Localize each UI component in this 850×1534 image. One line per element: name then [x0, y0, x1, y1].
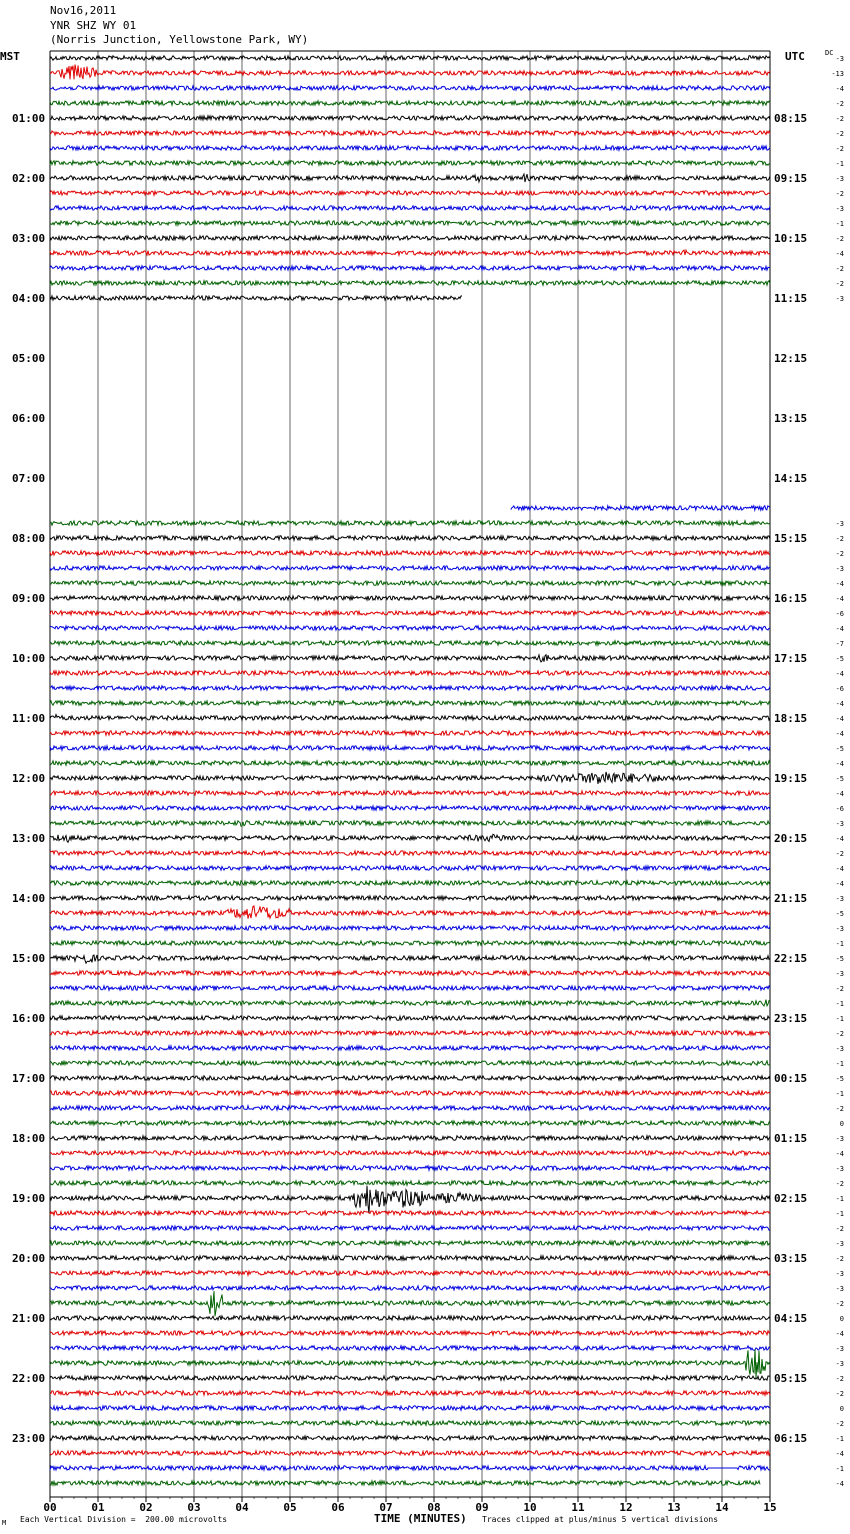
mst-hour-label: 21:00: [12, 1312, 46, 1325]
dc-offset-value: -4: [835, 580, 844, 588]
right-timezone-label: UTC: [785, 50, 805, 63]
dc-offset-value: -1: [835, 160, 844, 168]
trace-line: [50, 1151, 770, 1155]
station-code: YNR SHZ WY 01: [50, 19, 137, 32]
dc-offset-value: -5: [835, 910, 844, 918]
dc-offset-value: -4: [835, 790, 844, 798]
trace-line: [50, 896, 770, 900]
mst-hour-label: 19:00: [12, 1192, 46, 1205]
mst-hour-label: 04:00: [12, 292, 46, 305]
trace-line: [50, 955, 770, 963]
trace-line: [50, 1376, 770, 1380]
trace-line: [50, 731, 770, 735]
trace-line: [50, 86, 770, 90]
utc-hour-label: 23:15: [774, 1012, 808, 1025]
dc-offset-value: -2: [835, 235, 844, 243]
dc-offset-value: -5: [835, 655, 844, 663]
trace-line: [50, 566, 770, 570]
utc-hour-label: 19:15: [774, 772, 808, 785]
mst-hour-label: 14:00: [12, 892, 46, 905]
dc-offset-value: -5: [835, 955, 844, 963]
trace-line: [50, 551, 770, 555]
dc-offset-header: DC: [825, 49, 834, 57]
dc-offset-value: -1: [835, 220, 844, 228]
utc-hour-label: 17:15: [774, 652, 808, 665]
station-location: (Norris Junction, Yellowstone Park, WY): [50, 33, 309, 46]
utc-hour-label: 08:15: [774, 112, 808, 125]
trace-line: [50, 281, 770, 285]
dc-offset-value: -13: [831, 70, 844, 78]
trace-line: [50, 1436, 770, 1440]
trace-line: [511, 506, 770, 510]
dc-offset-value: -1: [835, 1435, 844, 1443]
footer-mark: M: [2, 1519, 7, 1527]
mst-hour-label: 09:00: [12, 592, 46, 605]
mst-hour-label: 11:00: [12, 712, 46, 725]
x-tick-label: 11: [571, 1501, 585, 1514]
trace-line: [50, 266, 770, 270]
x-tick-label: 05: [283, 1501, 297, 1514]
trace-line: [50, 821, 770, 827]
trace-line: [50, 131, 770, 135]
utc-hour-label: 09:15: [774, 172, 808, 185]
x-tick-label: 02: [139, 1501, 153, 1514]
x-tick-label: 06: [331, 1501, 345, 1514]
trace-line: [50, 101, 770, 105]
dc-offset-value: -1: [835, 1000, 844, 1008]
dc-offset-value: -2: [835, 1300, 844, 1308]
trace-line: [50, 1256, 770, 1260]
dc-offset-value: -2: [835, 130, 844, 138]
trace-line: [50, 971, 770, 975]
dc-offset-value: -2: [835, 265, 844, 273]
dc-offset-value: 0: [839, 1120, 844, 1128]
dc-offset-value: -3: [835, 1240, 844, 1248]
utc-hour-label: 10:15: [774, 232, 808, 245]
dc-offset-value: -4: [835, 85, 844, 93]
dc-offset-value: -3: [835, 895, 844, 903]
dc-offset-value: -3: [835, 1045, 844, 1053]
x-tick-label: 12: [619, 1501, 633, 1514]
dc-offset-value: -4: [835, 250, 844, 258]
trace-line: [50, 761, 770, 765]
trace-line: [50, 206, 770, 210]
mst-hour-label: 20:00: [12, 1252, 46, 1265]
dc-offset-value: -4: [835, 835, 844, 843]
mst-hour-label: 16:00: [12, 1012, 46, 1025]
trace-line: [50, 191, 770, 195]
dc-offset-value: -1: [835, 1015, 844, 1023]
dc-offset-value: -2: [835, 550, 844, 558]
trace-line: [50, 791, 770, 795]
trace-line: [50, 65, 770, 80]
mst-hour-label: 03:00: [12, 232, 46, 245]
dc-offset-value: -3: [835, 1285, 844, 1293]
trace-line: [50, 686, 770, 690]
trace-line: [50, 1000, 770, 1006]
utc-hour-label: 20:15: [774, 832, 808, 845]
trace-line: [50, 1226, 770, 1230]
record-date: Nov16,2011: [50, 4, 117, 17]
trace-line: [50, 641, 770, 645]
trace-line: [50, 1481, 760, 1485]
dc-offset-value: -7: [835, 640, 844, 648]
mst-hour-label: 22:00: [12, 1372, 46, 1385]
dc-offset-value: -2: [835, 1180, 844, 1188]
dc-offset-value: -3: [835, 565, 844, 573]
trace-line: [50, 1046, 770, 1050]
utc-hour-label: 05:15: [774, 1372, 808, 1385]
trace-line: [50, 671, 770, 675]
dc-offset-value: -2: [835, 1375, 844, 1383]
mst-hour-label: 05:00: [12, 352, 46, 365]
trace-line: [50, 296, 462, 300]
dc-offset-value: -6: [835, 685, 844, 693]
mst-hour-label: 06:00: [12, 412, 46, 425]
x-tick-label: 10: [523, 1501, 537, 1514]
x-tick-label: 07: [379, 1501, 393, 1514]
dc-offset-value: -2: [835, 100, 844, 108]
mst-hour-label: 17:00: [12, 1072, 46, 1085]
trace-line: [50, 881, 770, 885]
x-tick-label: 15: [763, 1501, 777, 1514]
dc-offset-value: -3: [835, 55, 844, 63]
dc-offset-value: -3: [835, 925, 844, 933]
trace-line: [50, 1421, 770, 1425]
mst-hour-label: 10:00: [12, 652, 46, 665]
dc-offset-value: -4: [835, 1480, 844, 1488]
dc-offset-value: -6: [835, 805, 844, 813]
mst-hour-label: 02:00: [12, 172, 46, 185]
trace-line: [50, 1121, 770, 1125]
dc-offset-value: -2: [835, 145, 844, 153]
dc-offset-value: -4: [835, 625, 844, 633]
dc-offset-value: -4: [835, 760, 844, 768]
dc-offset-value: -5: [835, 775, 844, 783]
x-tick-label: 03: [187, 1501, 201, 1514]
dc-offset-value: -2: [835, 280, 844, 288]
trace-line: [50, 1391, 770, 1395]
dc-offset-value: -3: [835, 1345, 844, 1353]
dc-offset-value: -3: [835, 175, 844, 183]
label-layer: [12, 55, 844, 1514]
dc-offset-value: -1: [835, 1465, 844, 1473]
trace-line: [50, 1291, 770, 1316]
trace-line: [50, 161, 770, 165]
trace-line: [50, 611, 770, 615]
trace-line: [50, 715, 770, 721]
dc-offset-value: -4: [835, 1150, 844, 1158]
trace-line: [50, 1061, 770, 1065]
trace-line: [50, 655, 770, 662]
trace-line: [50, 986, 770, 990]
trace-line: [50, 174, 770, 182]
trace-line: [50, 746, 770, 750]
x-axis-label: TIME (MINUTES): [374, 1512, 467, 1525]
trace-line: [50, 221, 770, 225]
trace-line: [50, 1349, 770, 1377]
clip-note: Traces clipped at plus/minus 5 vertical divisions: [482, 1515, 719, 1524]
dc-offset-value: -2: [835, 850, 844, 858]
trace-line: [50, 626, 770, 630]
trace-line: [50, 926, 770, 930]
dc-offset-value: -2: [835, 115, 844, 123]
trace-line: [50, 1286, 770, 1290]
utc-hour-label: 02:15: [774, 1192, 808, 1205]
dc-offset-value: -1: [835, 1195, 844, 1203]
trace-line: [50, 1241, 770, 1245]
trace-layer: [50, 56, 770, 1485]
dc-offset-value: -2: [835, 1105, 844, 1113]
trace-line: [50, 1451, 770, 1455]
mst-hour-label: 12:00: [12, 772, 46, 785]
dc-offset-value: -4: [835, 865, 844, 873]
x-tick-label: 09: [475, 1501, 489, 1514]
dc-offset-value: -1: [835, 1090, 844, 1098]
trace-line: [50, 1031, 770, 1035]
dc-offset-value: -2: [835, 1225, 844, 1233]
dc-offset-value: -3: [835, 820, 844, 828]
utc-hour-label: 15:15: [774, 532, 808, 545]
trace-line: [50, 1271, 770, 1275]
dc-offset-value: -4: [835, 595, 844, 603]
trace-line: [50, 701, 770, 705]
left-timezone-label: MST: [0, 50, 20, 63]
x-tick-label: 08: [427, 1501, 441, 1514]
mst-hour-label: 07:00: [12, 472, 46, 485]
utc-hour-label: 18:15: [774, 712, 808, 725]
dc-offset-value: -1: [835, 1210, 844, 1218]
trace-line: [50, 56, 770, 60]
trace-line: [50, 521, 770, 525]
x-tick-label: 01: [91, 1501, 105, 1514]
trace-line: [50, 866, 770, 870]
trace-line: [50, 1346, 770, 1350]
dc-offset-value: -3: [835, 205, 844, 213]
trace-line: [50, 1016, 770, 1020]
utc-hour-label: 03:15: [774, 1252, 808, 1265]
utc-hour-label: 16:15: [774, 592, 808, 605]
dc-offset-value: -1: [835, 940, 844, 948]
trace-line: [50, 906, 770, 919]
trace-line: [50, 236, 770, 240]
dc-offset-value: -2: [835, 1030, 844, 1038]
trace-line: [50, 1211, 770, 1215]
dc-offset-value: -4: [835, 700, 844, 708]
trace-line: [50, 116, 770, 120]
trace-line: [50, 1466, 770, 1470]
dc-offset-value: -3: [835, 1135, 844, 1143]
trace-line: [50, 1331, 770, 1335]
dc-offset-value: -5: [835, 1075, 844, 1083]
dc-offset-value: -3: [835, 970, 844, 978]
utc-hour-label: 12:15: [774, 352, 808, 365]
dc-offset-value: -3: [835, 295, 844, 303]
dc-offset-value: -3: [835, 520, 844, 528]
trace-line: [50, 146, 770, 150]
mst-hour-label: 13:00: [12, 832, 46, 845]
dc-offset-value: -4: [835, 670, 844, 678]
dc-offset-value: -2: [835, 535, 844, 543]
utc-hour-label: 01:15: [774, 1132, 808, 1145]
utc-hour-label: 21:15: [774, 892, 808, 905]
trace-line: [50, 581, 770, 585]
trace-line: [50, 834, 770, 842]
dc-offset-value: -2: [835, 1390, 844, 1398]
trace-line: [50, 851, 770, 855]
mst-hour-label: 15:00: [12, 952, 46, 965]
scale-note: Each Vertical Division = 200.00 microvolts: [20, 1515, 228, 1524]
mst-hour-label: 01:00: [12, 112, 46, 125]
utc-hour-label: 04:15: [774, 1312, 808, 1325]
utc-hour-label: 13:15: [774, 412, 808, 425]
utc-hour-label: 00:15: [774, 1072, 808, 1085]
trace-line: [50, 1186, 770, 1214]
dc-offset-value: -1: [835, 1060, 844, 1068]
x-tick-label: 04: [235, 1501, 249, 1514]
trace-line: [50, 1076, 770, 1080]
x-tick-label: 13: [667, 1501, 681, 1514]
dc-offset-value: -4: [835, 730, 844, 738]
dc-offset-value: -4: [835, 1330, 844, 1338]
dc-offset-value: -6: [835, 610, 844, 618]
mst-hour-label: 23:00: [12, 1432, 46, 1445]
dc-offset-value: -5: [835, 745, 844, 753]
trace-line: [50, 1091, 770, 1095]
utc-hour-label: 14:15: [774, 472, 808, 485]
trace-line: [50, 1106, 770, 1110]
dc-offset-value: 0: [839, 1405, 844, 1413]
dc-offset-value: -2: [835, 190, 844, 198]
dc-offset-value: -2: [835, 1255, 844, 1263]
dc-offset-value: -3: [835, 1165, 844, 1173]
trace-line: [50, 1181, 770, 1185]
trace-line: [50, 1166, 770, 1170]
x-tick-label: 14: [715, 1501, 729, 1514]
trace-line: [50, 536, 770, 540]
dc-offset-value: 0: [839, 1315, 844, 1323]
dc-offset-value: -4: [835, 880, 844, 888]
x-tick-label: 00: [43, 1501, 57, 1514]
dc-offset-value: -4: [835, 1450, 844, 1458]
trace-line: [50, 772, 770, 784]
trace-line: [50, 596, 770, 600]
trace-line: [50, 1136, 770, 1140]
dc-offset-value: -3: [835, 1270, 844, 1278]
dc-offset-value: -4: [835, 715, 844, 723]
trace-line: [50, 806, 770, 810]
trace-line: [50, 941, 770, 945]
dc-offset-value: -2: [835, 985, 844, 993]
mst-hour-label: 08:00: [12, 532, 46, 545]
trace-line: [50, 1316, 770, 1320]
utc-hour-label: 22:15: [774, 952, 808, 965]
trace-line: [50, 1406, 770, 1410]
dc-offset-value: -3: [835, 1360, 844, 1368]
mst-hour-label: 18:00: [12, 1132, 46, 1145]
trace-line: [50, 250, 770, 255]
utc-hour-label: 11:15: [774, 292, 808, 305]
dc-offset-value: -2: [835, 1420, 844, 1428]
utc-hour-label: 06:15: [774, 1432, 808, 1445]
